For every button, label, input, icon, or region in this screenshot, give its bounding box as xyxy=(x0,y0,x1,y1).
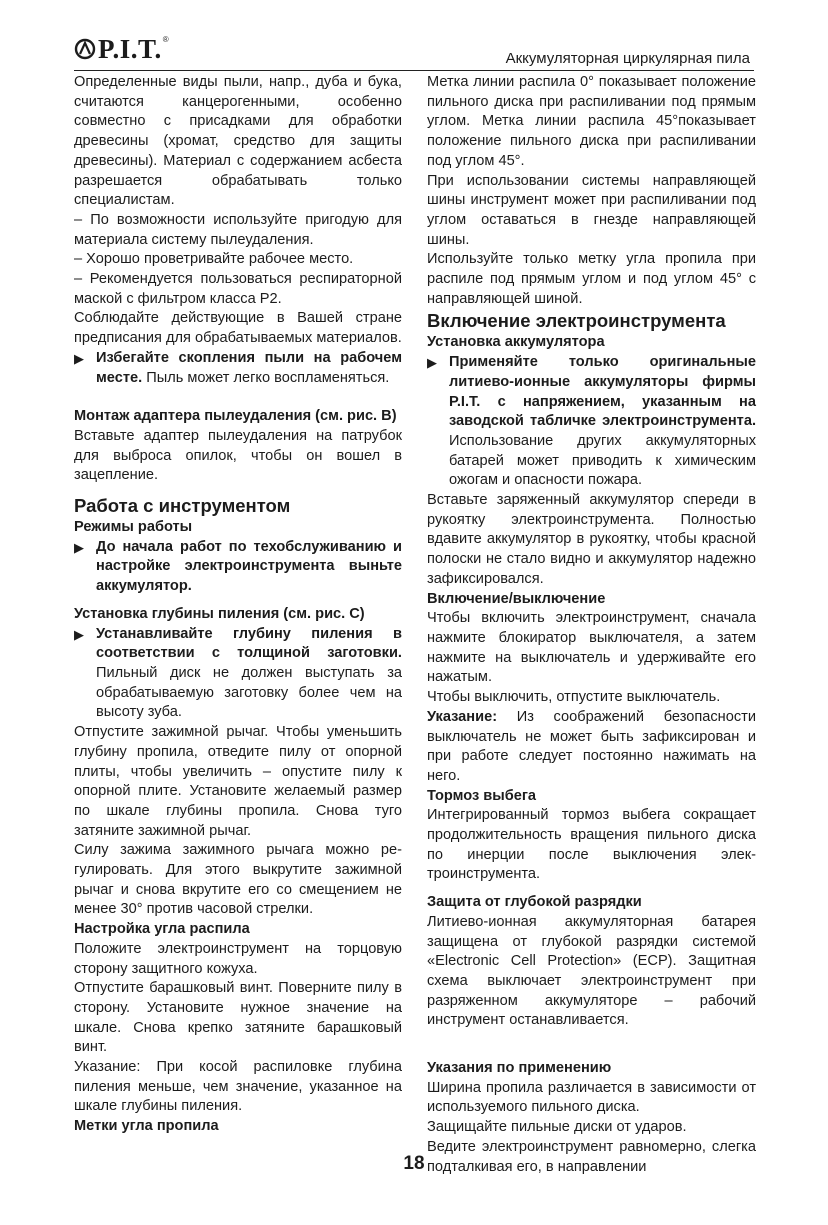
warning-text: Пильный диск не должен выступать за обрабатываемую заготовку более чем на высоту зуба. xyxy=(96,664,402,721)
pit-logo-mark-icon xyxy=(74,38,96,60)
paragraph: Литиево-ионная аккумуляторная батарея защищена от глубокой разрядки системой «Electronic Cell Protection» (ЕСР). Защитная схема выключает электроинструмент при разряженном аккумуляторе – рабочий инструмент останавливается. xyxy=(427,913,756,1029)
left-column xyxy=(74,73,402,1137)
note-paragraph xyxy=(427,708,756,787)
section-heading: Включение/выключение xyxy=(427,590,606,607)
paragraph: Ведите электроинструмент равномерно, слегка подталкивая его, в направлении xyxy=(427,1138,756,1175)
warning-text: Использование других аккумуляторных батарей может приводить к химическим ожогам и опасности пожара. xyxy=(449,432,756,489)
section-title: Включение электроинструмента xyxy=(427,310,726,332)
section-heading: Режимы работы xyxy=(74,519,193,536)
page-number: 18 xyxy=(403,1153,425,1174)
paragraph: При использовании системы направляющей шины инструмент может при распиливании под углом оставаться в гнезде направляющей шины. xyxy=(427,172,756,248)
paragraph: Защищайте пильные диски от ударов. xyxy=(427,1119,687,1136)
paragraph: Отпустите зажимной рычаг. Чтобы уменьшить глубину пропила, отведите пилу от опорной плиты, чтобы увеличить – опустите пилу к опорной плите. Установите желаемый размер по шкале глубины пропила. Снова туго затяните зажимной рычаг. xyxy=(74,724,402,839)
warning-bold: До начала работ по техобслуживанию и настройке электроинструмента выньте аккумулятор. xyxy=(96,538,402,595)
warning-item xyxy=(74,625,402,724)
right-column xyxy=(427,73,756,1177)
paragraph: Метка линии распила 0° показывает положение пильного диска при распиливании под прямым углом. Метка линии распила 45°показывает положение пильного диска при распиливании под углом 45°. xyxy=(427,74,756,169)
section-heading: Монтаж адаптера пылеудаления (см. рис. В) xyxy=(74,408,397,425)
section-title: Работа с инструментом xyxy=(74,495,291,517)
paragraph: Интегрированный тормоз выбега сокращает продолжительность вращения пильного диска по инерции после выключения электроинструмента. xyxy=(427,807,756,883)
header-divider xyxy=(74,70,754,71)
warning-bold: Применяйте только оригинальные литиево-ионные аккумуляторы фирмы P.I.T. с напряжением, указанным на заводской табличке электроинструмента. xyxy=(449,354,756,430)
warning-bold: Избегайте скопления пыли на рабочем месте. xyxy=(96,349,402,386)
section-heading: Тормоз выбега xyxy=(427,787,537,804)
paragraph: Силу зажима зажимного рычага можно регулировать. Для этого выкрутите зажимной рычаг и снова вкрутите его со смещением не менее 30° против часовой стрелки. xyxy=(74,842,402,918)
paragraph: Вставьте адаптер пылеудаления на патрубок для выброса опилок, чтобы он вошел в зацепление. xyxy=(74,427,402,484)
paragraph: Ширина пропила различается в зависимости от используемого пильного диска. xyxy=(427,1079,756,1116)
logo-text: P.I.T. xyxy=(98,34,162,64)
paragraph: Чтобы включить электроинструмент, сначала нажмите блокиратор выключателя, а затем нажмите на выключатель и удерживайте его нажатым. xyxy=(427,610,756,686)
paragraph: Положите электроинструмент на торцовую сторону защитного кожуха. xyxy=(74,940,402,977)
paragraph: Чтобы выключить, отпустите выключатель. xyxy=(427,689,721,706)
section-heading: Защита от глубокой разрядки xyxy=(427,894,642,911)
paragraph: – Рекомендуется пользоваться респираторной маской с фильтром класса Р2. xyxy=(74,271,402,307)
warning-bold: Устанавливайте глубину пиления в соответствии с толщиной заготовки. xyxy=(96,625,402,662)
triangle-right-icon: ▶ xyxy=(74,626,84,642)
paragraph: – По возможности используйте пригодую для материала систему пылеудаления. xyxy=(74,211,402,248)
triangle-right-icon: ▶ xyxy=(427,355,437,371)
paragraph: Указание: При косой распиловке глубина пиления меньше, чем значение, указанное на шкале глубины пиления. xyxy=(74,1059,402,1115)
triangle-right-icon: ▶ xyxy=(74,539,84,555)
brand-logo xyxy=(74,36,169,62)
section-heading: Установка глубины пиления (см. рис. С) xyxy=(74,605,365,622)
warning-text: Пыль может легко воспламеняться. xyxy=(142,369,390,386)
note-label: Указание: xyxy=(427,708,498,725)
paragraph: Используйте только метку угла пропила при распиле под прямым углом и под углом 45° с направляющей шиной. xyxy=(427,251,756,307)
section-heading: Установка аккумулятора xyxy=(427,334,605,351)
warning-item xyxy=(74,349,402,388)
paragraph: – Хорошо проветривайте рабочее место. xyxy=(74,251,354,268)
warning-item xyxy=(74,538,402,597)
paragraph: Определенные виды пыли, напр., дуба и бука, считаются канцерогенными, особенно совместно с присадками для обработки древесины (хромат, средство для защиты древесины). Материал с содержанием асбеста разрешается обрабатывать только специалистам. xyxy=(74,74,402,209)
section-heading: Метки угла пропила xyxy=(74,1118,219,1135)
page-header-title: Аккумуляторная циркулярная пила xyxy=(505,50,750,67)
paragraph: Соблюдайте действующие в Вашей стране предписания для обрабатываемых материалов. xyxy=(74,310,402,347)
triangle-right-icon: ▶ xyxy=(74,350,84,366)
section-heading: Настройка угла распила xyxy=(74,921,250,938)
registered-mark: ® xyxy=(162,35,169,44)
warning-item xyxy=(427,353,756,491)
note-text: Из соображений безопасности выключатель не может быть зафиксирован и при работе следует постоянно нажимать на него. xyxy=(427,708,756,784)
paragraph: Отпустите барашковый винт. Поверните пилу в сторону. Установите нужное значение на шкале. Снова крепко затяните барашковый винт. xyxy=(74,980,402,1056)
section-heading: Указания по применению xyxy=(427,1060,612,1077)
paragraph: Вставьте заряженный аккумулятор спереди в рукоятку электроинструмента. Полностью вдавите аккумулятор в рукоятку, чтобы красной полоски не стало видно и аккумулятор надежно зафиксировался. xyxy=(427,492,756,587)
